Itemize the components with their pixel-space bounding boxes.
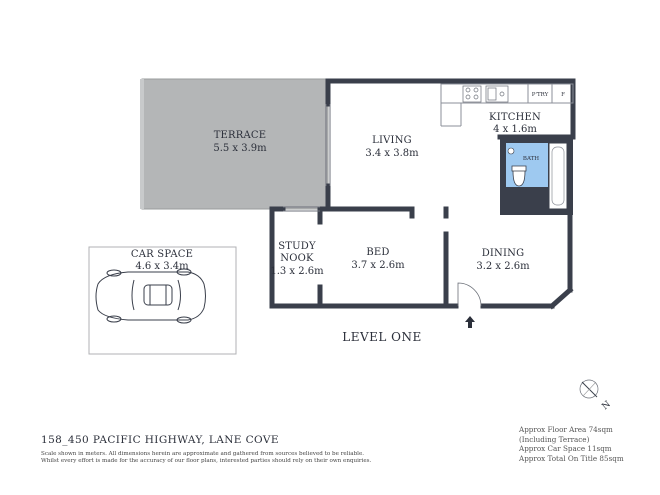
dining-label: DINING bbox=[481, 248, 525, 259]
bathtub-inner bbox=[552, 147, 564, 205]
bath-label: BATH bbox=[522, 156, 540, 162]
basin-icon bbox=[508, 148, 514, 154]
living-label: LIVING bbox=[372, 135, 412, 146]
entry-arrow-icon bbox=[465, 316, 475, 328]
kitchen-dims: 4 x 1.6m bbox=[493, 124, 537, 135]
car-space-dims: 4.6 x 3.4m bbox=[135, 261, 189, 272]
fridge-label: F bbox=[561, 92, 565, 98]
study-label-line2: NOOK bbox=[280, 253, 314, 264]
compass-icon bbox=[580, 380, 598, 398]
compass-label: N bbox=[600, 399, 613, 413]
car-space-label: CAR SPACE bbox=[130, 249, 194, 260]
living-dims: 3.4 x 3.8m bbox=[365, 148, 419, 159]
total-area: Approx Total On Title 85sqm bbox=[519, 453, 624, 463]
terrace-dims: 5.5 x 3.9m bbox=[213, 143, 267, 154]
terrace-label: TERRACE bbox=[213, 130, 267, 141]
bed-dims: 3.7 x 2.6m bbox=[351, 260, 405, 271]
disclaimer-line-1: Scale shown in meters. All dimensions herein are approximate and gathered from sources believed to be reliable. bbox=[41, 451, 365, 457]
car-icon bbox=[96, 269, 206, 323]
sink-icon bbox=[486, 86, 508, 102]
disclaimer bbox=[41, 451, 371, 465]
entry-door bbox=[458, 283, 481, 306]
car-space-area: Approx Car Space 11sqm bbox=[519, 444, 612, 454]
study-label-line1: STUDY bbox=[278, 241, 316, 252]
pantry-label: P'TRY bbox=[531, 92, 549, 98]
level-label: LEVEL ONE bbox=[342, 330, 422, 344]
kitchen-label: KITCHEN bbox=[489, 112, 541, 123]
property-address: 158_450 PACIFIC HIGHWAY, LANE COVE bbox=[41, 434, 279, 446]
floor-area-note: (Including Terrace) bbox=[519, 434, 590, 444]
cooktop-icon bbox=[463, 86, 481, 102]
floor-area: Approx Floor Area 74sqm bbox=[519, 425, 613, 434]
bed-label: BED bbox=[366, 247, 390, 258]
dining-dims: 3.2 x 2.6m bbox=[476, 261, 530, 272]
disclaimer-line-2: Whilst every effort is made for the accuracy of our floor plans, interested parties should rely on their own enquiries. bbox=[41, 458, 372, 465]
study-dims: 1.3 x 2.6m bbox=[270, 266, 324, 277]
area-summary bbox=[519, 425, 624, 463]
